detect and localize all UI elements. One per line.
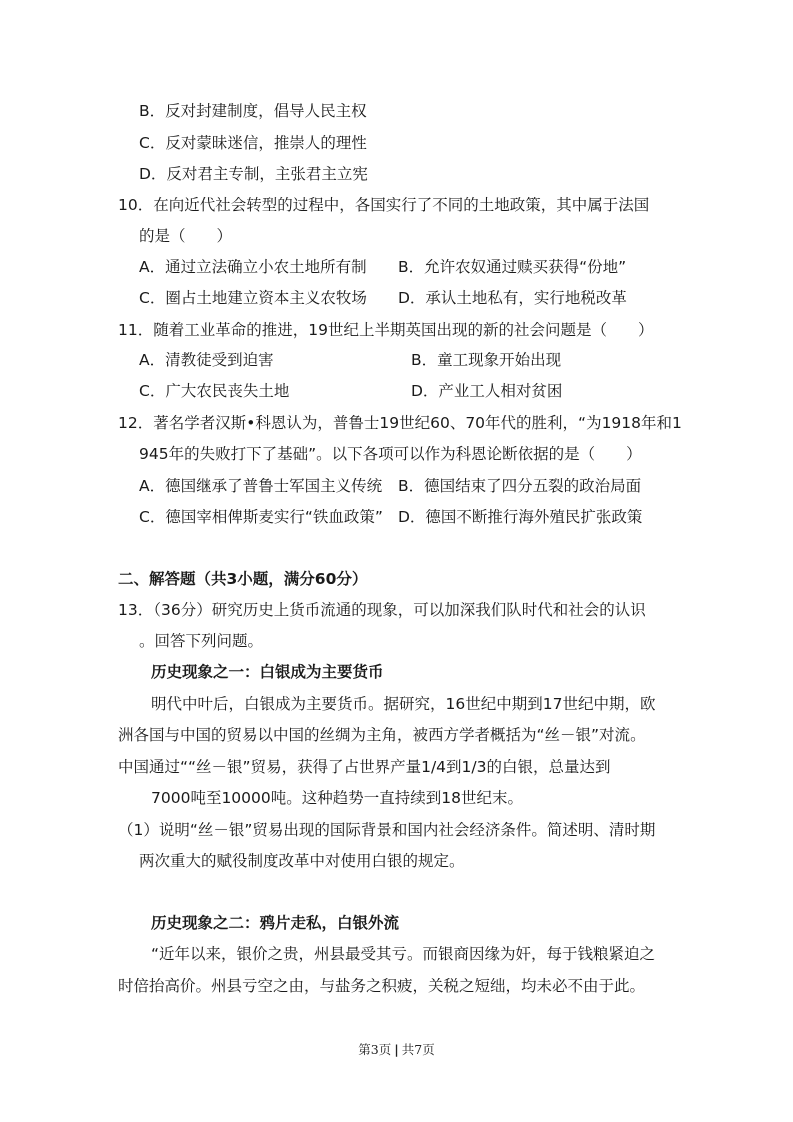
q10-option-c: C．圈占土地建立资本主义农牧场 bbox=[139, 289, 367, 307]
q11-stem: 11．随着工业革命的推进，19世纪上半期英国出现的新的社会问题是（ ） bbox=[118, 321, 654, 339]
q9-option-b: B．反对封建制度，倡导人民主权 bbox=[139, 102, 367, 120]
q11-option-c: C．广大农民丧失土地 bbox=[139, 382, 290, 400]
q12-option-c: C．德国宰相俾斯麦实行“铁血政策” bbox=[139, 508, 383, 526]
page-footer bbox=[0, 1040, 793, 1058]
q13-material1-line4: 7000吨至10000吨。这种趋势一直持续到18世纪末。 bbox=[151, 789, 523, 807]
page-number-total: 共7页 bbox=[401, 1042, 435, 1057]
q12-option-b: B．德国结束了四分五裂的政治局面 bbox=[398, 477, 642, 495]
q13-subquestion1-line2: 两次重大的赋役制度改革中对使用白银的规定。 bbox=[139, 852, 465, 870]
section-title: 二、解答题（共3小题，满分60分） bbox=[118, 570, 368, 588]
q12-option-a: A．德国继承了普鲁士军国主义传统 bbox=[139, 477, 383, 495]
q13-material1-heading: 历史现象之一：白银成为主要货币 bbox=[151, 663, 384, 681]
q11-option-d: D．产业工人相对贫困 bbox=[411, 382, 563, 400]
q11-option-a: A．清教徒受到迫害 bbox=[139, 351, 274, 369]
q10-stem-line1: 10．在向近代社会转型的过程中，各国实行了不同的土地政策，其中属于法国 bbox=[118, 196, 650, 214]
q13-material1-line3: 中国通过““丝－银”贸易，获得了占世界产量1/4到1/3的白银，总量达到 bbox=[118, 758, 611, 776]
q13-material1-line1: 明代中叶后，白银成为主要货币。据研究，16世纪中期到17世纪中期，欧 bbox=[151, 695, 656, 713]
q13-material1-line2: 洲各国与中国的贸易以中国的丝绸为主角，被西方学者概括为“丝－银”对流。 bbox=[118, 726, 646, 744]
q12-stem-line1: 12．著名学者汉斯•科恩认为，普鲁士19世纪60、70年代的胜利，“为1918年和1 bbox=[118, 414, 682, 432]
q10-option-d: D．承认土地私有，实行地税改革 bbox=[398, 289, 627, 307]
q10-stem-line2: 的是（ ） bbox=[139, 227, 233, 245]
q9-option-d: D．反对君主专制，主张君主立宪 bbox=[139, 165, 368, 183]
q12-option-d: D．德国不断推行海外殖民扩张政策 bbox=[398, 508, 643, 526]
q13-stem-line2: 。回答下列问题。 bbox=[139, 632, 264, 650]
q13-stem-line1: 13．（36分）研究历史上货币流通的现象，可以加深我们队时代和社会的认识 bbox=[118, 601, 646, 619]
q10-option-b: B．允许农奴通过赎买获得“份地” bbox=[398, 258, 627, 276]
page-number-current: 第3页 bbox=[358, 1042, 392, 1057]
page-number-separator: | bbox=[394, 1042, 399, 1057]
q13-material2-line2: 时倍抬高价。州县亏空之由，与盐务之积疲，关税之短绌，均未必不由于此。 bbox=[118, 977, 646, 995]
q12-stem-line2: 945年的失败打下了基础”。以下各项可以作为科恩论断依据的是（ ） bbox=[139, 445, 642, 463]
q10-option-a: A．通过立法确立小农土地所有制 bbox=[139, 258, 367, 276]
q9-option-c: C．反对蒙昧迷信，推崇人的理性 bbox=[139, 134, 367, 152]
q11-option-b: B．童工现象开始出现 bbox=[411, 351, 562, 369]
q13-material2-heading: 历史现象之二：鸦片走私，白银外流 bbox=[151, 914, 400, 932]
q13-subquestion1-line1: （1）说明“丝－银”贸易出现的国际背景和国内社会经济条件。简述明、清时期 bbox=[118, 821, 656, 839]
q13-material2-line1: “近年以来，银价之贵，州县最受其亏。而银商因缘为奸，每于钱粮紧迫之 bbox=[151, 945, 656, 963]
